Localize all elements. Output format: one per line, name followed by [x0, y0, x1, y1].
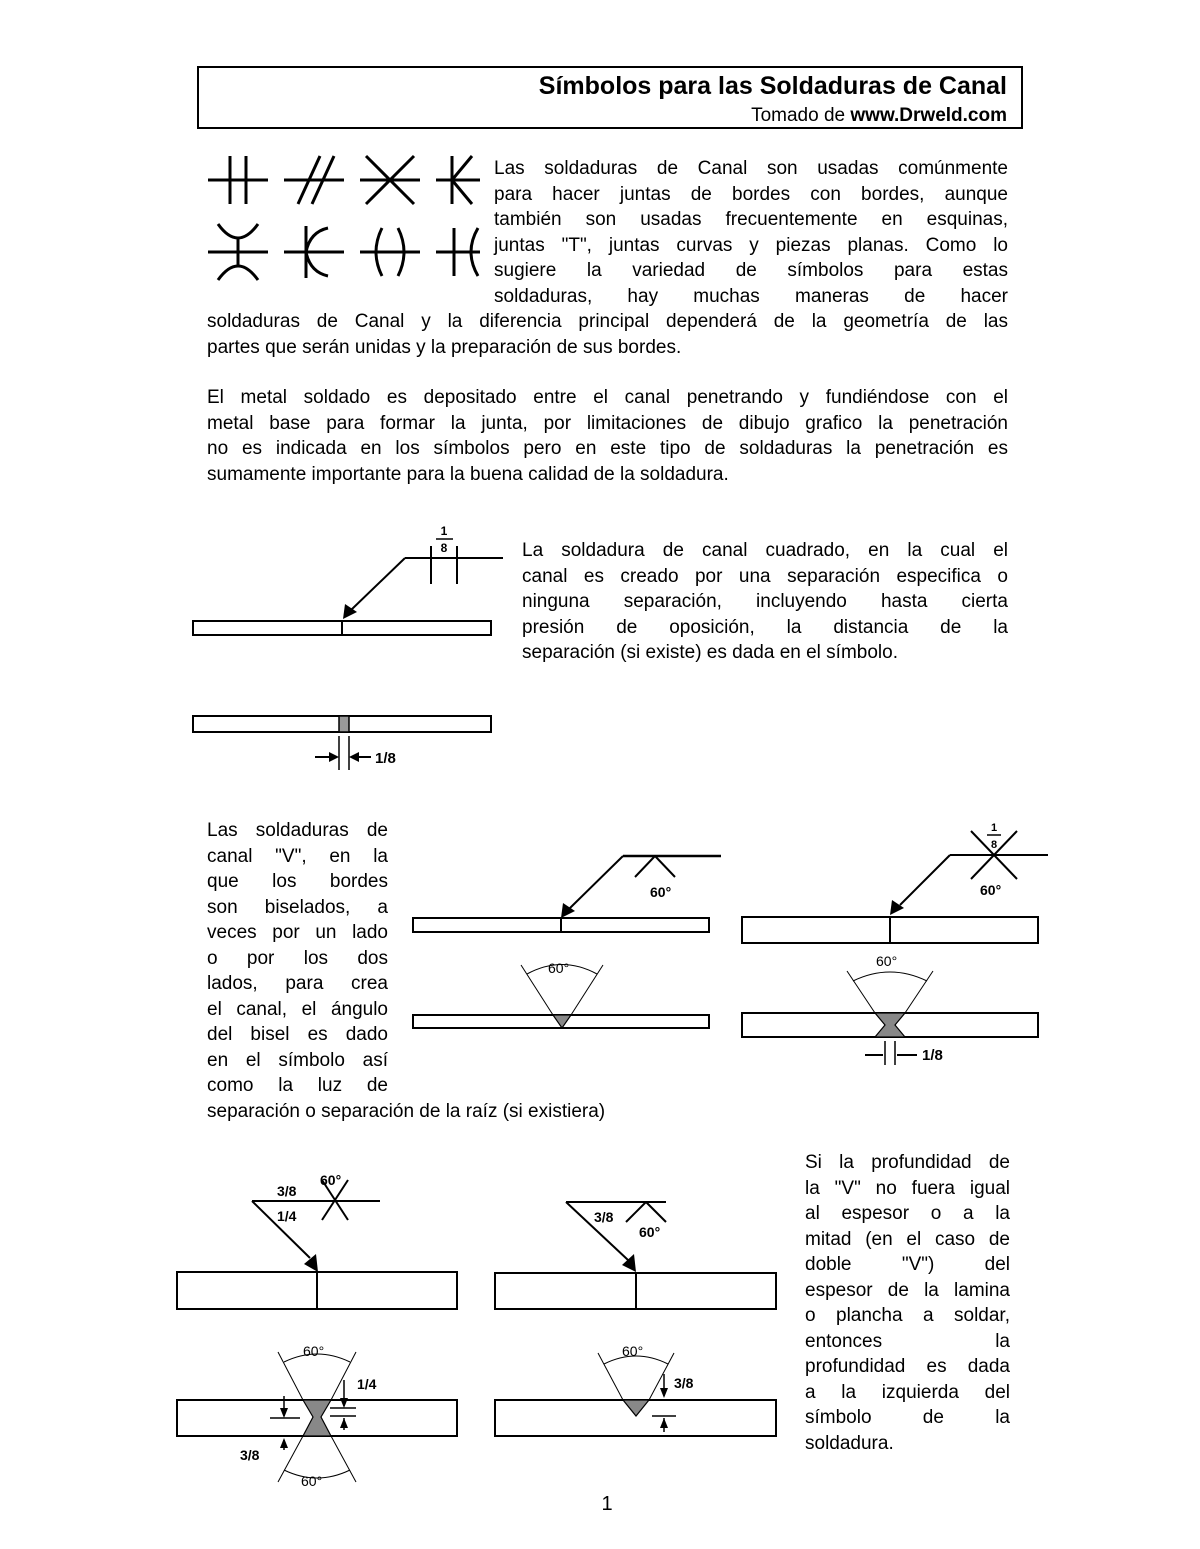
depth-line: o plancha a soldar,	[805, 1305, 1010, 1326]
symbol-bevel-slant-icon	[284, 156, 344, 204]
v-groove-text	[207, 818, 388, 1099]
intro-line: para hacer juntas de bordes con bordes, aunque	[494, 183, 1008, 205]
subtitle-prefix: Tomado de	[751, 105, 851, 126]
vgroove-line: lados, para crea	[207, 973, 388, 994]
vgroove-line: el canal, el ángulo	[207, 998, 388, 1020]
square-line: ninguna separación, incluyendo hasta cierta	[522, 591, 1008, 612]
depth-left-dim-3-8: 3/8	[240, 1447, 260, 1463]
vgroove-line: veces por un lado	[207, 922, 388, 943]
depth-right-angle-mid: 60°	[622, 1343, 644, 1359]
depth-left-angle-top: 60°	[320, 1172, 342, 1188]
symbol-bevel-icon	[436, 156, 480, 204]
depth-right-angle-top: 60°	[639, 1224, 661, 1240]
depth-left-angle-bottom: 60°	[301, 1473, 323, 1489]
page-number: 1	[601, 1493, 613, 1515]
v-groove-text-last: separación o separación de la raíz (si existiera)	[207, 1101, 606, 1122]
square-gap-label: 1/8	[375, 750, 396, 767]
depth-left-3-8: 3/8	[277, 1183, 297, 1199]
page-subtitle	[751, 105, 1007, 127]
para2-line: El metal soldado es depositado entre el canal penetrando y fundiéndose con el	[207, 387, 1008, 408]
vgroove-line: Las soldaduras de	[207, 820, 388, 841]
double-v-angle: 60°	[980, 882, 1002, 898]
depth-double-v-diagram	[170, 1160, 465, 1495]
intro-line: soldaduras de Canal y la diferencia principal dependerá de la geometría de las	[207, 311, 1008, 332]
vgroove-line: como la luz de	[207, 1075, 388, 1096]
symbol-flare-v-icon	[360, 228, 420, 276]
depth-line: profundidad es dada	[805, 1356, 1010, 1377]
depth-line: soldadura.	[805, 1432, 894, 1454]
vgroove-line: del bisel es dado	[207, 1024, 388, 1045]
square-line: presión de oposición, la distancia de la	[522, 616, 1008, 638]
intro-text-upper	[494, 156, 1008, 309]
intro-line: Las soldaduras de Canal son usadas comúnmente	[494, 158, 1008, 179]
single-v-angle: 60°	[650, 884, 672, 900]
vgroove-line: o por los dos	[207, 947, 388, 969]
depth-left-1-4: 1/4	[277, 1208, 297, 1224]
depth-line: símbolo de la	[805, 1407, 1010, 1428]
vgroove-line: son biselados, a	[207, 896, 388, 918]
intro-text-lower	[207, 309, 1008, 360]
square-line: separación (si existe) es dada en el símbolo.	[522, 642, 898, 663]
double-v-diagram	[735, 815, 1055, 1075]
intro-line: partes que serán unidas y la preparación de sus bordes.	[207, 336, 682, 358]
depth-line: al espesor o a la	[805, 1203, 1010, 1224]
double-v-gap-label: 1/8	[922, 1047, 943, 1064]
depth-left-angle-mid: 60°	[303, 1343, 325, 1359]
square-groove-text	[522, 538, 1008, 666]
depth-right-dim-3-8: 3/8	[674, 1375, 694, 1391]
depth-line: entonces la	[805, 1330, 1010, 1352]
square-groove-diagram	[185, 520, 515, 770]
penetration-paragraph	[207, 385, 1008, 487]
symbol-flare-bevel-icon	[436, 228, 480, 276]
double-v-angle-bottom: 60°	[876, 953, 898, 969]
depth-line: Si la profundidad de	[805, 1152, 1010, 1173]
subtitle-site: www.Drweld.com	[850, 105, 1007, 126]
intro-line: sugiere la variedad de símbolos para estas	[494, 260, 1008, 281]
depth-line: la "V" no fuera igual	[805, 1177, 1010, 1199]
double-v-fraction-num: 1	[990, 822, 998, 834]
groove-symbols-grid	[200, 150, 480, 290]
symbol-square-icon	[208, 156, 268, 204]
depth-right-3-8: 3/8	[594, 1209, 614, 1225]
depth-line: doble "V") del	[805, 1254, 1010, 1275]
square-line: La soldadura de canal cuadrado, en la cual el	[522, 540, 1008, 561]
depth-line: mitad (en el caso de	[805, 1228, 1010, 1250]
intro-line: también son usadas frecuentemente en esquinas,	[494, 209, 1008, 230]
single-v-diagram	[405, 845, 725, 1045]
intro-line: juntas "T", juntas curvas y piezas planas. Como lo	[494, 234, 1008, 256]
single-v-angle-bottom: 60°	[548, 960, 570, 976]
vgroove-line: que los bordes	[207, 871, 388, 892]
depth-line: a la izquierda del	[805, 1381, 1010, 1403]
page-title: Símbolos para las Soldaduras de Canal	[538, 72, 1007, 100]
title-box	[197, 66, 1023, 129]
symbol-v-icon	[360, 156, 420, 204]
symbol-j-icon	[284, 226, 344, 278]
double-v-fraction-den: 8	[990, 839, 998, 851]
para2-line: sumamente importante para la buena calidad de la soldadura.	[207, 463, 729, 485]
intro-line: soldaduras, hay muchas maneras de hacer	[494, 285, 1008, 307]
para2-line: metal base para formar la junta, por limitaciones de dibujo grafico la penetración	[207, 412, 1008, 434]
depth-text	[805, 1150, 1010, 1456]
depth-left-dim-1-4: 1/4	[357, 1376, 377, 1392]
symbol-u-icon	[208, 224, 268, 280]
depth-line: espesor de la lamina	[805, 1279, 1010, 1301]
vgroove-line: en el símbolo así	[207, 1049, 388, 1071]
square-line: canal es creado por una separación especifica o	[522, 565, 1008, 587]
para2-line: no es indicada en los símbolos pero en este tipo de soldaduras la penetración es	[207, 438, 1008, 459]
vgroove-line: canal "V", en la	[207, 845, 388, 867]
square-fraction-den: 8	[440, 541, 448, 555]
depth-single-v-diagram	[488, 1190, 788, 1445]
square-fraction-num: 1	[440, 524, 448, 538]
